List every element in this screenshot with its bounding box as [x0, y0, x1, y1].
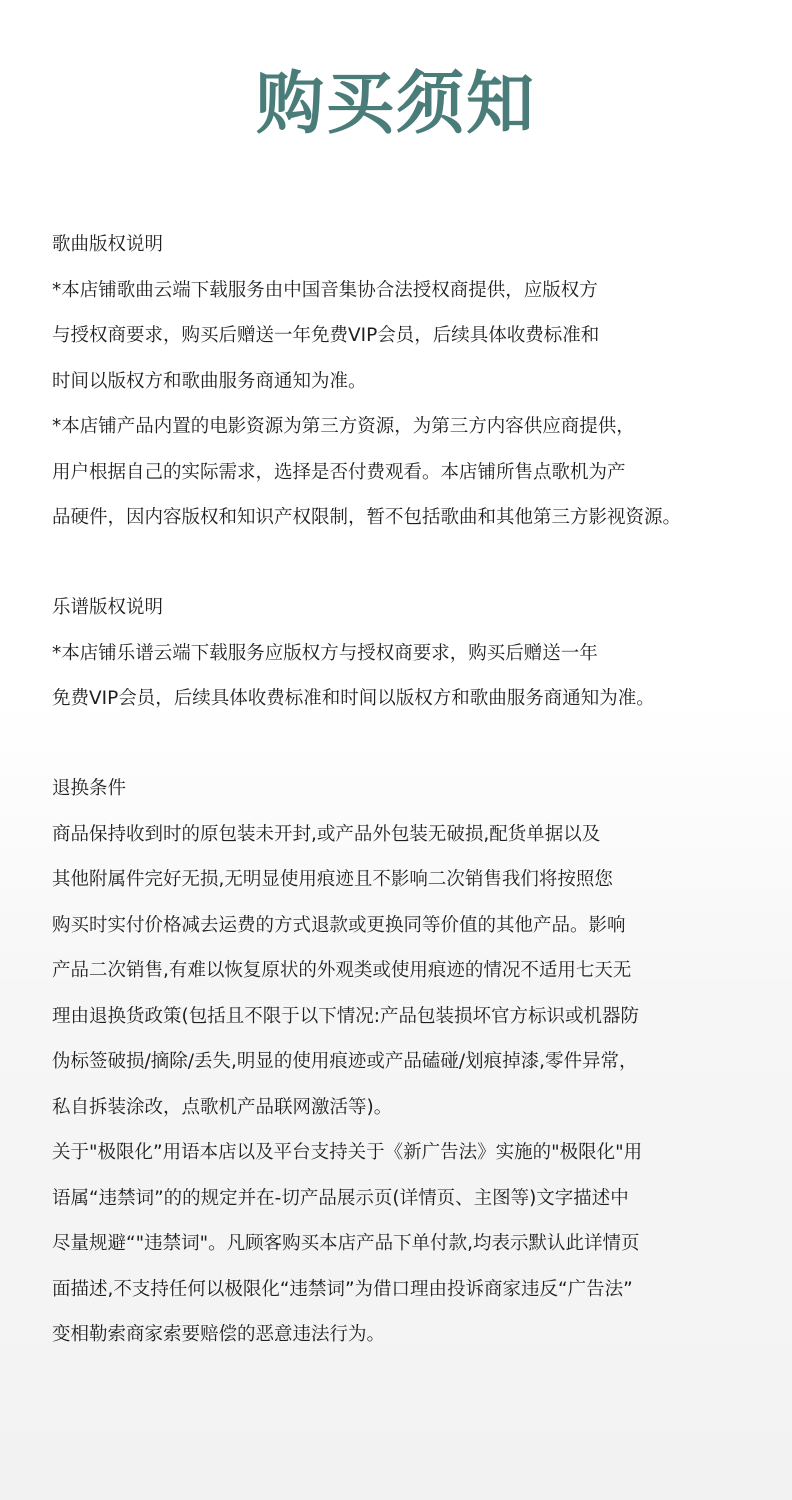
paragraph-line: 关于"极限化”用语本店以及平台支持关于《新广告法》实施的"极限化"用 — [52, 1142, 643, 1163]
paragraph-line: 尽量规避“"违禁词"。凡顾客购买本店产品下单付款,均表示默认此详情页 — [52, 1233, 640, 1254]
paragraph-line: 与授权商要求，购买后赠送一年免费VIP会员，后续具体收费标准和 — [52, 325, 600, 346]
paragraph-line: 私自拆装涂改，点歌机产品联网激活等)。 — [52, 1096, 393, 1118]
paragraph-line: 用户根据自己的实际需求，选择是否付费观看。本店铺所售点歌机为产 — [52, 461, 626, 483]
page-title: 购买须知 — [255, 65, 536, 144]
paragraph-line: 产品二次销售,有难以恢复原状的外观类或使用痕迹的情况不适用七天无 — [52, 960, 632, 981]
section-heading: 歌曲版权说明 — [52, 234, 164, 255]
paragraph-line: *本店铺歌曲云端下载服务由中国音集协合法授权商提供，应版权方 — [52, 279, 598, 301]
paragraph-line: 语属“违禁词”的的规定并在-切产品展示页(详情页、主图等)文字描述中 — [52, 1187, 629, 1209]
paragraph-line: *本店铺产品内置的电影资源为第三方资源，为第三方内容供应商提供， — [52, 416, 635, 437]
paragraph-line: *本店铺乐谱云端下载服务应版权方与授权商要求，购买后赠送一年 — [52, 642, 598, 664]
return-conditions-section — [52, 766, 782, 1358]
paragraph-line: 其他附属件完好无损,无明显使用痕迹且不影响二次销售我们将按照您 — [52, 869, 613, 890]
paragraph-line: 时间以版权方和歌曲服务商通知为准。 — [52, 370, 367, 392]
paragraph-line: 面描述,不支持任何以极限化“违禁词”为借口理由投诉商家违反“广告法” — [52, 1278, 633, 1300]
paragraph-line: 变相勒索商家索要赔偿的恶意违法行为。 — [52, 1324, 386, 1345]
section-heading: 乐谱版权说明 — [52, 597, 164, 618]
paragraph-line: 免费VIP会员，后续具体收费标准和时间以版权方和歌曲服务商通知为准。 — [52, 688, 655, 709]
section-heading: 退换条件 — [52, 778, 127, 799]
paragraph-line: 商品保持收到时的原包装未开封,或产品外包装无破损,配货单据以及 — [52, 823, 601, 845]
sheet-music-copyright-section — [52, 585, 782, 722]
paragraph-line: 理由退换货政策(包括且不限于以下情况:产品包装损坏官方标识或机器防 — [52, 1005, 639, 1027]
song-copyright-section — [52, 222, 782, 541]
paragraph-line: 品硬件，因内容版权和知识产权限制，暂不包括歌曲和其他第三方影视资源。 — [52, 507, 682, 528]
paragraph-line: 购买时实付价格减去运费的方式退款或更换同等价值的其他产品。影响 — [52, 914, 626, 936]
paragraph-line: 伪标签破损/摘除/丢失,明显的使用痕迹或产品磕碰/划痕掉漆,零件异常， — [52, 1051, 638, 1072]
